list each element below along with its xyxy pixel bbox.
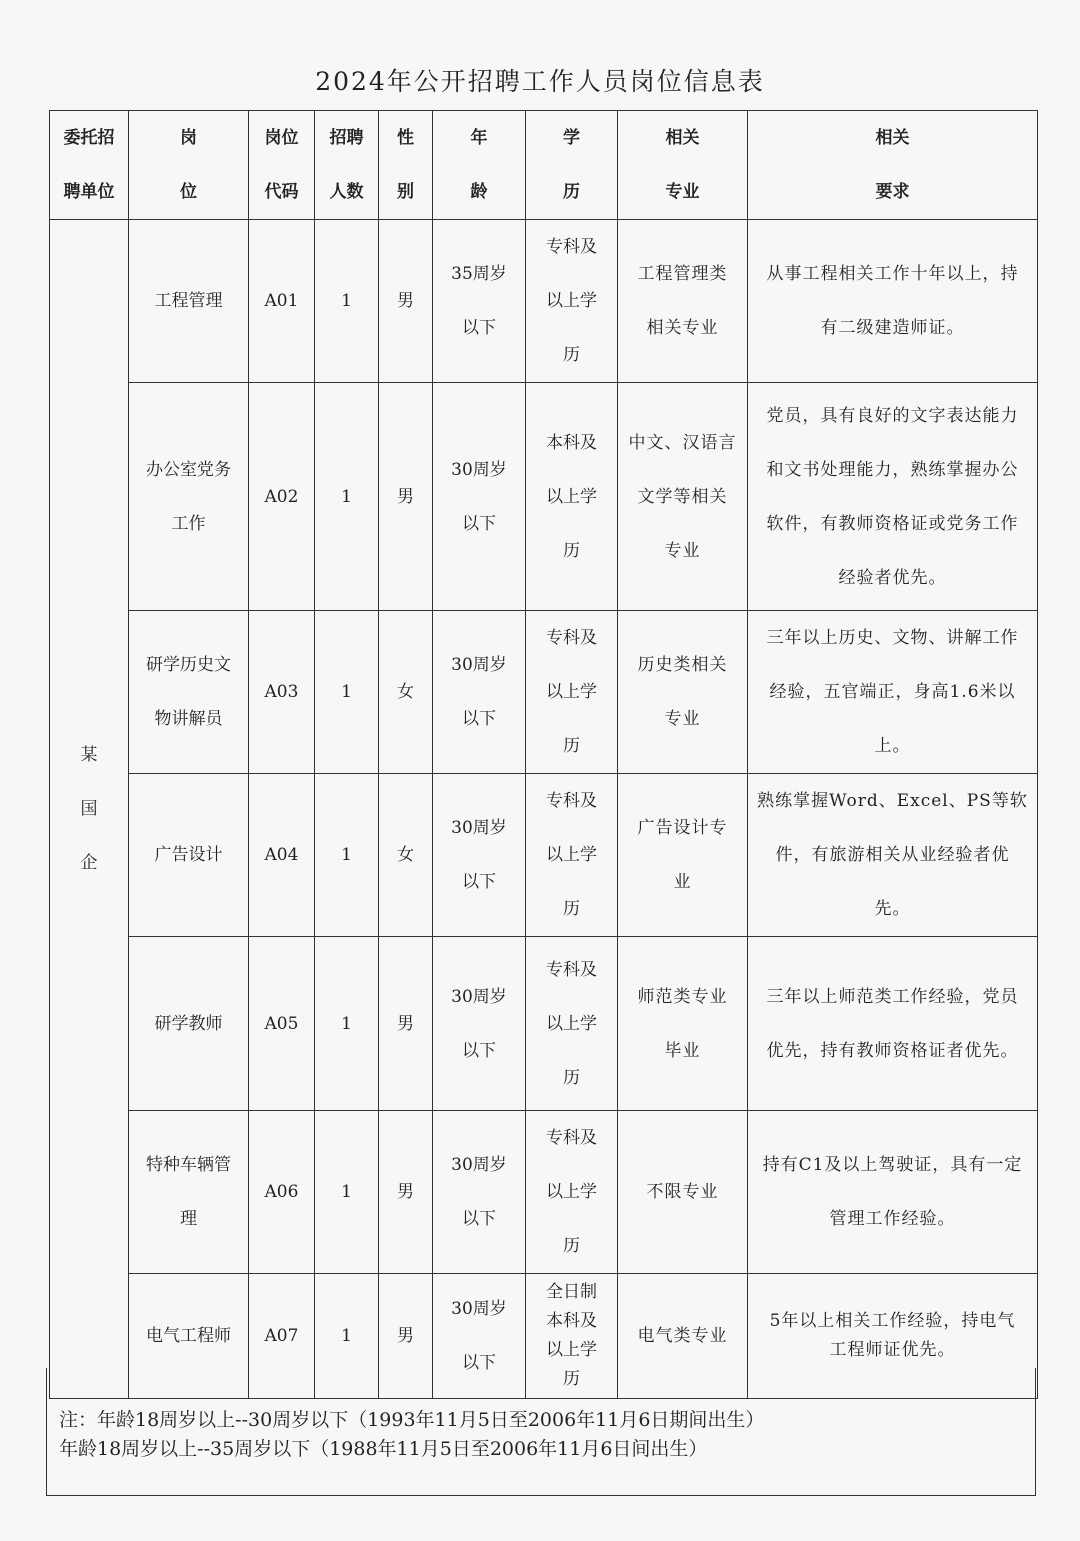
requirement-line: 先。 (874, 899, 911, 919)
education-line: 历 (563, 736, 580, 756)
header-education (526, 111, 618, 220)
major-cell (618, 1111, 748, 1274)
age-cell (433, 937, 526, 1111)
education-line: 历 (563, 540, 580, 561)
header-major-line: 相关 (665, 128, 700, 148)
position-cell (129, 220, 249, 383)
position-cell (129, 383, 249, 611)
requirement-cell (748, 611, 1038, 774)
table-header-row (50, 111, 1038, 220)
requirement-line: 软件，有教师资格证或党务工作 (766, 513, 1019, 534)
header-requirement-line: 要求 (875, 182, 910, 202)
major-cell (618, 220, 748, 383)
code-cell: A07 (249, 1274, 315, 1399)
requirement-line: 三年以上历史、文物、讲解工作 (766, 628, 1019, 648)
count-cell: 1 (315, 611, 379, 774)
table-row (50, 220, 1038, 383)
requirement-line: 工程师证优先。 (829, 1340, 956, 1360)
major-cell (618, 611, 748, 774)
education-line: 专科及 (546, 1128, 597, 1148)
table-row (50, 1111, 1038, 1274)
header-position-line: 位 (180, 182, 197, 202)
age-line: 以下 (462, 1209, 496, 1229)
education-line: 历 (563, 345, 580, 365)
education-cell (526, 1111, 618, 1274)
note-line-1: 注：年龄18周岁以上--30周岁以下（1993年11月5日至2006年11月6日期间出生） (59, 1409, 765, 1431)
education-line: 历 (563, 1236, 580, 1256)
position-line: 工程管理 (154, 291, 223, 311)
note-line-2: 年龄18周岁以上--35周岁以下（1988年11月5日至2006年11月6日间出生） (59, 1438, 708, 1460)
header-unit (50, 111, 129, 220)
gender-cell: 女 (379, 774, 433, 937)
age-cell (433, 1111, 526, 1274)
page-title: 2024年公开招聘工作人员岗位信息表 (315, 67, 765, 96)
header-code-line: 岗位 (264, 128, 299, 148)
header-position (129, 111, 249, 220)
requirement-line: 件，有旅游相关从业经验者优 (775, 845, 1010, 865)
major-line: 文学等相关 (637, 486, 728, 507)
header-major (618, 111, 748, 220)
age-line: 以下 (462, 1040, 496, 1061)
table-row (50, 611, 1038, 774)
count-cell: 1 (315, 1111, 379, 1274)
education-cell (526, 220, 618, 383)
header-education-line: 历 (563, 182, 580, 202)
position-line: 研学教师 (154, 1013, 223, 1034)
requirement-line: 管理工作经验。 (829, 1209, 956, 1229)
age-line: 以下 (462, 872, 496, 892)
code-cell: A05 (249, 937, 315, 1111)
position-line: 特种车辆管 (146, 1155, 231, 1175)
requirement-line: 上。 (874, 736, 911, 756)
table-row (50, 774, 1038, 937)
major-line: 相关专业 (646, 318, 719, 338)
count-cell: 1 (315, 774, 379, 937)
gender-cell: 男 (379, 1274, 433, 1399)
employer-line: 企 (80, 853, 98, 873)
requirement-line: 有二级建造师证。 (820, 318, 965, 338)
major-line: 工程管理类 (637, 264, 728, 284)
count-cell: 1 (315, 1274, 379, 1399)
age-line: 35周岁 (451, 264, 507, 284)
age-line: 以下 (462, 1353, 496, 1373)
major-cell (618, 937, 748, 1111)
employer-cell (50, 220, 129, 1399)
education-line: 本科及 (546, 432, 597, 453)
header-age-line: 年 (470, 128, 488, 148)
major-line: 不限专业 (646, 1182, 719, 1202)
education-cell (526, 937, 618, 1111)
major-cell (618, 774, 748, 937)
age-line: 以下 (462, 318, 496, 338)
education-line: 以上学 (546, 1182, 597, 1202)
age-cell (433, 611, 526, 774)
gender-cell: 男 (379, 383, 433, 611)
education-line: 历 (563, 1067, 580, 1088)
requirement-line: 从事工程相关工作十年以上，持 (766, 264, 1019, 284)
header-position-line: 岗 (180, 128, 197, 148)
position-line: 物讲解员 (154, 709, 223, 729)
age-line: 30周岁 (451, 459, 507, 480)
position-cell (129, 611, 249, 774)
employer-line: 国 (80, 799, 98, 819)
education-line: 专科及 (546, 959, 597, 980)
requirement-cell (748, 220, 1038, 383)
requirement-line: 5年以上相关工作经验，持电气 (769, 1311, 1016, 1331)
education-cell (526, 383, 618, 611)
header-count-line: 人数 (329, 182, 364, 202)
age-line: 30周岁 (451, 1299, 507, 1319)
requirement-line: 优先，持有教师资格证者优先。 (766, 1040, 1019, 1061)
header-major-line: 专业 (665, 182, 700, 202)
position-cell (129, 937, 249, 1111)
requirement-cell (748, 1111, 1038, 1274)
age-cell (433, 774, 526, 937)
code-cell: A06 (249, 1111, 315, 1274)
employer-line: 某 (80, 745, 98, 765)
age-line: 以下 (462, 709, 496, 729)
header-age-line: 龄 (470, 182, 488, 202)
header-code-line: 代码 (264, 182, 299, 202)
education-cell (526, 774, 618, 937)
position-line: 研学历史文 (146, 655, 231, 675)
position-line: 工作 (171, 513, 206, 534)
education-line: 全日制 (546, 1282, 597, 1302)
position-line: 电气工程师 (146, 1326, 231, 1346)
age-line: 30周岁 (451, 1155, 507, 1175)
major-line: 毕业 (664, 1040, 701, 1061)
age-line: 30周岁 (451, 818, 507, 838)
requirement-line: 持有C1及以上驾驶证，具有一定 (762, 1155, 1023, 1175)
requirement-line: 经验者优先。 (838, 567, 947, 588)
major-line: 广告设计专 (637, 818, 728, 838)
major-line: 电气类专业 (637, 1326, 728, 1346)
requirement-cell (748, 774, 1038, 937)
position-cell (129, 774, 249, 937)
code-cell: A03 (249, 611, 315, 774)
major-line: 师范类专业 (637, 986, 728, 1007)
code-cell: A04 (249, 774, 315, 937)
age-line: 30周岁 (451, 986, 507, 1007)
education-line: 历 (563, 1369, 580, 1389)
requirement-cell (748, 383, 1038, 611)
requirement-line: 党员，具有良好的文字表达能力 (766, 405, 1019, 426)
requirement-cell (748, 937, 1038, 1111)
count-cell: 1 (315, 220, 379, 383)
age-line: 30周岁 (451, 655, 507, 675)
age-cell (433, 383, 526, 611)
education-line: 专科及 (546, 791, 597, 811)
header-gender-line: 性 (397, 128, 414, 148)
education-cell (526, 611, 618, 774)
gender-cell: 女 (379, 611, 433, 774)
count-cell: 1 (315, 937, 379, 1111)
position-line: 办公室党务 (146, 459, 231, 480)
header-unit-line: 委托招 (63, 128, 115, 148)
header-requirement-line: 相关 (875, 128, 910, 148)
education-line: 以上学 (546, 1340, 597, 1360)
requirement-line: 熟练掌握Word、Excel、PS等软 (757, 791, 1028, 811)
code-cell: A01 (249, 220, 315, 383)
header-education-line: 学 (563, 128, 580, 148)
table-row (50, 937, 1038, 1111)
position-cell (129, 1111, 249, 1274)
header-requirement (748, 111, 1038, 220)
education-line: 专科及 (546, 628, 597, 648)
table-row (50, 383, 1038, 611)
education-line: 以上学 (546, 486, 597, 507)
requirement-line: 三年以上师范类工作经验，党员 (766, 986, 1019, 1007)
header-age (433, 111, 526, 220)
age-line: 以下 (462, 513, 496, 534)
gender-cell: 男 (379, 937, 433, 1111)
education-line: 以上学 (546, 1013, 597, 1034)
major-line: 历史类相关 (637, 655, 728, 675)
education-line: 以上学 (546, 682, 597, 702)
requirement-line: 经验，五官端正，身高1.6米以 (769, 682, 1016, 702)
header-count (315, 111, 379, 220)
major-line: 业 (673, 872, 692, 892)
header-unit-line: 聘单位 (63, 182, 115, 202)
header-gender-line: 别 (397, 182, 414, 202)
job-info-table (49, 110, 1038, 1399)
header-count-line: 招聘 (329, 128, 364, 148)
count-cell: 1 (315, 383, 379, 611)
education-line: 以上学 (546, 845, 597, 865)
education-line: 专科及 (546, 237, 597, 257)
gender-cell: 男 (379, 1111, 433, 1274)
position-line: 理 (180, 1209, 197, 1229)
major-line: 中文、汉语言 (628, 432, 737, 453)
major-line: 专业 (664, 709, 701, 729)
notes-section (46, 1368, 1036, 1496)
position-line: 广告设计 (154, 845, 223, 865)
code-cell: A02 (249, 383, 315, 611)
age-cell (433, 220, 526, 383)
requirement-line: 和文书处理能力，熟练掌握办公 (766, 459, 1019, 480)
major-cell (618, 383, 748, 611)
header-gender (379, 111, 433, 220)
major-line: 专业 (664, 540, 701, 561)
education-line: 历 (563, 899, 580, 919)
education-line: 本科及 (546, 1311, 597, 1331)
education-line: 以上学 (546, 291, 597, 311)
header-code (249, 111, 315, 220)
gender-cell: 男 (379, 220, 433, 383)
